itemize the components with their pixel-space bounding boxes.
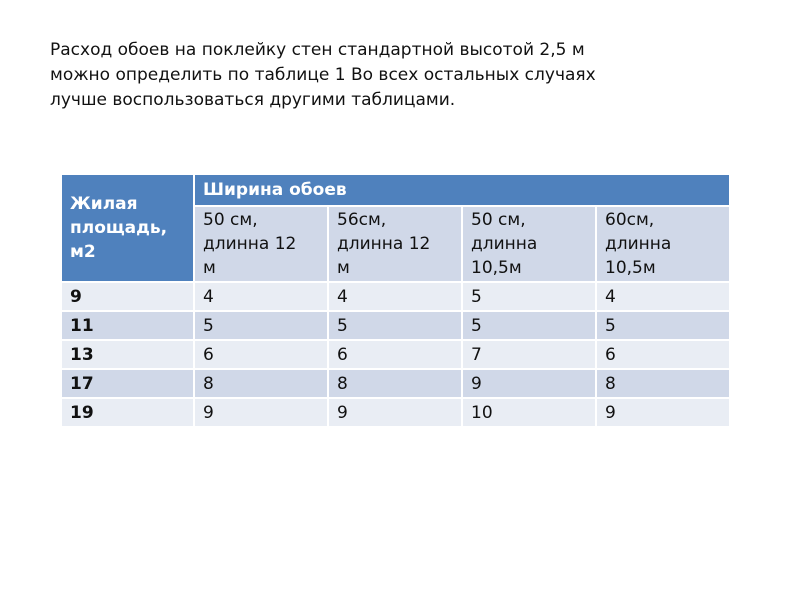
column-header-line: м xyxy=(203,258,216,278)
column-header-line: 10,5м xyxy=(471,258,522,278)
area-cell: 17 xyxy=(61,369,194,398)
rolls-cell: 5 xyxy=(328,311,462,340)
column-header-line: длинна xyxy=(471,234,538,254)
area-cell: 19 xyxy=(61,398,194,427)
rolls-cell: 5 xyxy=(194,311,328,340)
table-row xyxy=(61,282,730,311)
rolls-cell: 5 xyxy=(462,282,596,311)
area-cell: 11 xyxy=(61,311,194,340)
rolls-cell: 6 xyxy=(194,340,328,369)
rolls-cell: 8 xyxy=(596,369,730,398)
column-header-line: 50 см, xyxy=(203,210,258,230)
rolls-cell: 4 xyxy=(328,282,462,311)
area-cell: 13 xyxy=(61,340,194,369)
intro-line: Расход обоев на поклейку стен стандартной высотой 2,5 м xyxy=(50,40,585,60)
intro-line: лучше воспользоваться другими таблицами. xyxy=(50,90,456,110)
living-area-header-line: площадь, xyxy=(70,218,168,238)
rolls-cell: 9 xyxy=(194,398,328,427)
rolls-cell: 4 xyxy=(194,282,328,311)
column-header xyxy=(596,206,730,282)
table-row xyxy=(61,340,730,369)
intro-text xyxy=(50,38,750,113)
table-row xyxy=(61,398,730,427)
rolls-cell: 5 xyxy=(462,311,596,340)
column-header xyxy=(462,206,596,282)
column-header-line: м xyxy=(337,258,350,278)
wallpaper-width-header: Ширина обоев xyxy=(194,174,730,206)
intro-line: можно определить по таблице 1 Во всех остальных случаях xyxy=(50,65,596,85)
rolls-cell: 10 xyxy=(462,398,596,427)
rolls-cell: 6 xyxy=(596,340,730,369)
column-header xyxy=(328,206,462,282)
rolls-cell: 5 xyxy=(596,311,730,340)
rolls-cell: 4 xyxy=(596,282,730,311)
living-area-header-line: Жилая xyxy=(70,194,138,214)
rolls-cell: 9 xyxy=(462,369,596,398)
rolls-cell: 9 xyxy=(596,398,730,427)
rolls-cell: 6 xyxy=(328,340,462,369)
living-area-header-line: м2 xyxy=(70,242,96,262)
rolls-cell: 8 xyxy=(194,369,328,398)
column-header-line: 50 см, xyxy=(471,210,526,230)
column-header-line: длинна xyxy=(605,234,672,254)
table-row xyxy=(61,311,730,340)
column-header-line: длинна 12 xyxy=(203,234,297,254)
table-row xyxy=(61,369,730,398)
living-area-header xyxy=(61,174,194,282)
column-header-line: длинна 12 xyxy=(337,234,431,254)
rolls-cell: 8 xyxy=(328,369,462,398)
column-header-line: 60см, xyxy=(605,210,655,230)
rolls-cell: 7 xyxy=(462,340,596,369)
column-header xyxy=(194,206,328,282)
area-cell: 9 xyxy=(61,282,194,311)
column-header-line: 10,5м xyxy=(605,258,656,278)
column-header-line: 56см, xyxy=(337,210,387,230)
wallpaper-consumption-table xyxy=(60,173,731,428)
rolls-cell: 9 xyxy=(328,398,462,427)
